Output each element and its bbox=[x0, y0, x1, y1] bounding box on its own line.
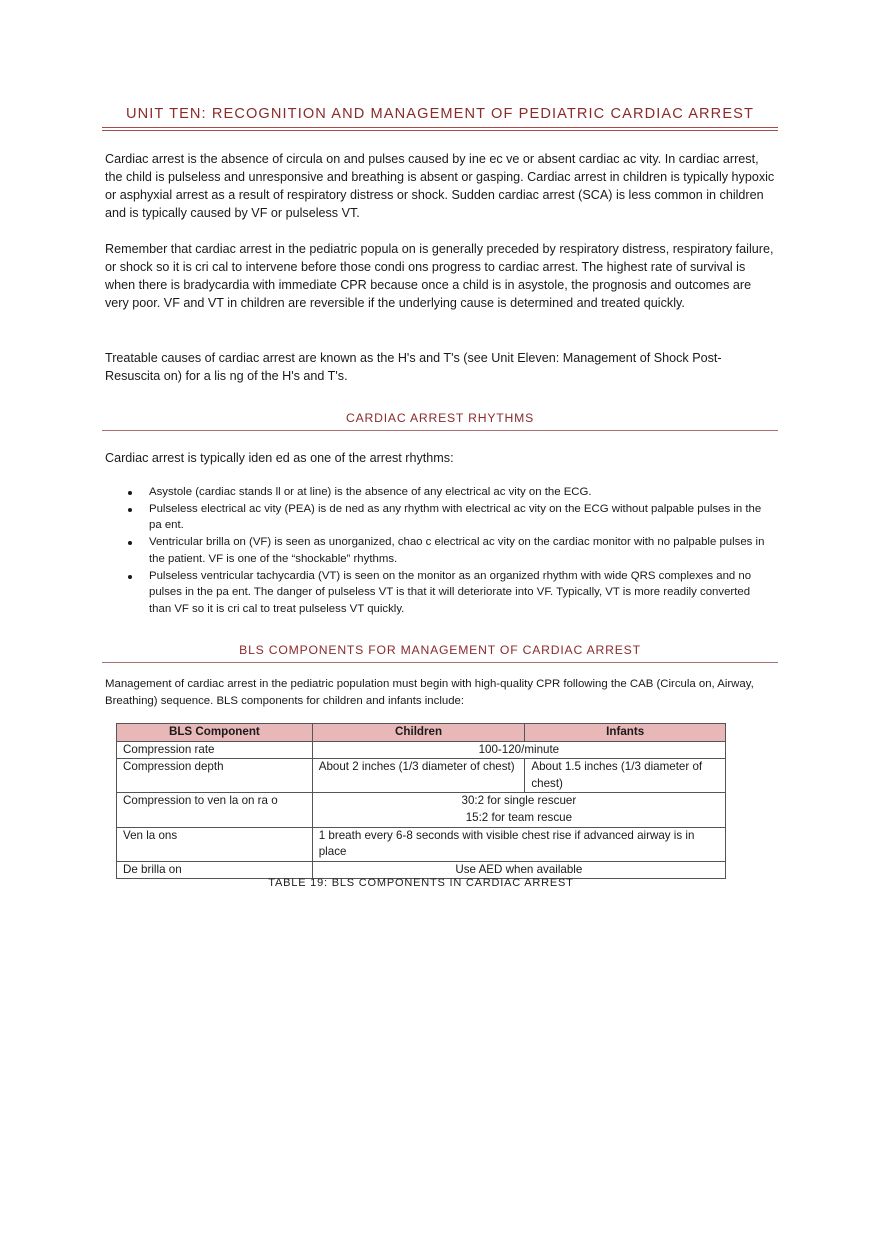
list-item bbox=[105, 484, 770, 501]
list-item-text: Ventricular brilla on (VF) is seen as unorganized, chao c electrical ac vity on the cardiac monitor with no palpable pulses in the patient. VF is one of the “shockable” rhythms. bbox=[149, 536, 765, 565]
table-header-row bbox=[117, 724, 726, 742]
paragraph-definition: Cardiac arrest is the absence of circula on and pulses caused by ine ec ve or absent cardiac ac vity. In cardiac arrest, the child is pulseless and unresponsive and breathing is absent or gasping. Cardiac arrest in children is typically hypoxic or asphyxial arrest as a result of respiratory distress or shock. Sudden cardiac arrest (SCA) is less common in children and is typically caused by VF or pulseless VT. bbox=[105, 152, 775, 220]
section-title-bls: BLS COMPONENTS FOR MANAGEMENT OF CARDIAC ARREST bbox=[239, 643, 641, 657]
row-label: Compression rate bbox=[117, 741, 313, 759]
row-label: De brilla on bbox=[117, 861, 313, 879]
paragraph-treatable-causes: Treatable causes of cardiac arrest are known as the H's and T's (see Unit Eleven: Management of Shock Post-Resuscita on) for a lis ng of the H's and T's. bbox=[105, 351, 722, 383]
section-rule-bls bbox=[102, 662, 778, 663]
list-item-text: Pulseless ventricular tachycardia (VT) is seen on the monitor as an organized rhythm with wide QRS complexes and no pulses in the pa ent. The danger of pulseless VT is that it will deteriorate into VF. Typically, VT is more readily converted than VF so it is cri cal to treat pulseless VT quickly. bbox=[149, 569, 752, 615]
title-double-rule bbox=[102, 127, 778, 131]
ratio-single-rescuer: 30:2 for single rescuer bbox=[461, 794, 577, 808]
table-row bbox=[117, 793, 726, 827]
table-row bbox=[117, 741, 726, 759]
list-item-text: Pulseless electrical ac vity (PEA) is de ned as any rhythm with electrical ac vity on the ECG without palpable pulses in the pa ent. bbox=[149, 502, 762, 532]
rhythms-intro: Cardiac arrest is typically iden ed as one of the arrest rhythms: bbox=[105, 451, 454, 465]
section-rule-rhythms bbox=[102, 430, 778, 431]
row-label: Compression to ven la on ra o bbox=[117, 793, 313, 827]
bls-intro: Management of cardiac arrest in the pediatric population must begin with high-quality CPR following the CAB (Circula on, Airway, Breathing) sequence. BLS components for children and infants include: bbox=[105, 678, 754, 707]
ratio-team-rescue: 15:2 for team rescue bbox=[465, 810, 573, 824]
table-cell: 100-120/minute bbox=[312, 741, 725, 759]
bullet-icon bbox=[128, 508, 132, 512]
list-item-text: Asystole (cardiac stands ll or at line) is the absence of any electrical ac vity on the ECG. bbox=[149, 486, 592, 498]
list-item bbox=[105, 534, 770, 567]
table-cell: 1 breath every 6-8 seconds with visible chest rise if advanced airway is in place bbox=[312, 827, 725, 861]
table-cell: About 1.5 inches (1/3 diameter of chest) bbox=[525, 759, 726, 793]
column-header: Children bbox=[312, 724, 525, 742]
list-item bbox=[105, 501, 770, 534]
section-title-rhythms: CARDIAC ARREST RHYTHMS bbox=[345, 411, 535, 425]
unit-title: UNIT TEN: RECOGNITION AND MANAGEMENT OF PEDIATRIC CARDIAC ARREST bbox=[126, 106, 754, 122]
table-row bbox=[117, 759, 726, 793]
list-item bbox=[105, 568, 770, 618]
column-header: Infants bbox=[525, 724, 726, 742]
table-cell bbox=[312, 793, 725, 827]
table-caption: TABLE 19: BLS COMPONENTS IN CARDIAC ARREST bbox=[268, 877, 574, 889]
paragraph-prevention: Remember that cardiac arrest in the pediatric popula on is generally preceded by respiratory distress, respiratory failure, or shock so it is cri cal to intervene before those condi ons progress to cardiac arrest. The highest rate of survival is when there is bradycardia with immediate CPR because once a child is in asystole, the prognosis and outcomes are very poor. VF and VT in children are reversible if the underlying cause is determined and treated quickly. bbox=[105, 242, 774, 310]
row-label: Ven la ons bbox=[117, 827, 313, 861]
column-header: BLS Component bbox=[117, 724, 313, 742]
rhythm-list bbox=[105, 484, 770, 618]
table-row bbox=[117, 827, 726, 861]
bls-table bbox=[116, 723, 726, 879]
row-label: Compression depth bbox=[117, 759, 313, 793]
table-cell: About 2 inches (1/3 diameter of chest) bbox=[312, 759, 525, 793]
bullet-icon bbox=[128, 491, 132, 495]
bullet-icon bbox=[128, 575, 132, 579]
bullet-icon bbox=[128, 541, 132, 545]
table-cell: Use AED when available bbox=[312, 861, 725, 879]
